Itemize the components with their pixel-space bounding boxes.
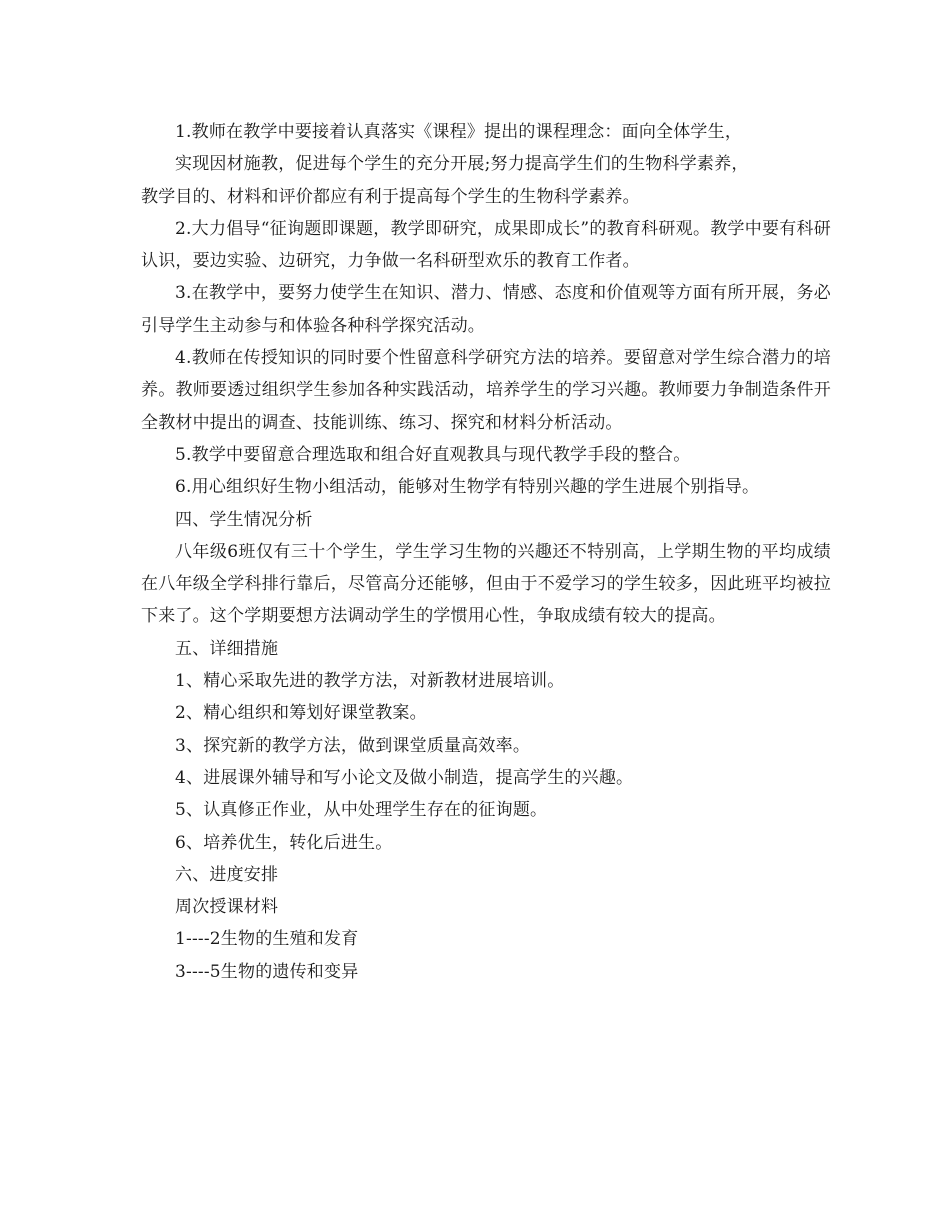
schedule-row-1: 1----2生物的生殖和发育 bbox=[175, 929, 359, 950]
measure-item-2: 2、精心组织和筹划好课堂教案。 bbox=[175, 703, 427, 724]
section-heading-schedule: 六、进度安排 bbox=[175, 864, 279, 885]
measure-item-6: 6、培养优生，转化后进生。 bbox=[175, 832, 393, 853]
measure-item-5: 5、认真修正作业，从中处理学生存在的征询题。 bbox=[175, 800, 548, 821]
paragraph-5: 5.教学中要留意合理选取和组合好直观教具与现代教学手段的整合。 bbox=[175, 444, 691, 465]
measure-item-3: 3、探究新的教学方法，做到课堂质量高效率。 bbox=[175, 735, 531, 756]
paragraph-1-line-3: 教学目的、材料和评价都应有利于提高每个学生的生物科学素养。 bbox=[141, 186, 640, 207]
paragraph-4: 4.教师在传授知识的同时要个性留意科学研究方法的培养。要留意对学生综合潜力的培养。教师要透过组织学生参加各种实践活动，培养学生的学习兴趣。教师要力争制造条件开全教材中提出的调查、技能训练、练习、探究和材料分析活动。 bbox=[141, 348, 831, 433]
paragraph-1-line-2: 实现因材施教，促进每个学生的充分开展;努力提高学生们的生物科学素养， bbox=[175, 154, 749, 175]
section-heading-measures: 五、详细措施 bbox=[175, 638, 279, 659]
schedule-row-2: 3----5生物的遗传和变异 bbox=[175, 961, 359, 982]
schedule-header: 周次授课材料 bbox=[175, 897, 279, 918]
paragraph-1-line-1: 1.教师在教学中要接着认真落实《课程》提出的课程理念：面向全体学生， bbox=[175, 122, 743, 142]
paragraph-6: 6.用心组织好生物小组活动，能够对生物学有特别兴趣的学生进展个别指导。 bbox=[175, 477, 760, 498]
paragraph-student-analysis: 八年级6班仅有三十个学生，学生学习生物的兴趣还不特别高，上学期生物的平均成绩在八年级全学科排行靠后，尽管高分还能够，但由于不爱学习的学生较多，因此班平均被拉下来了。这个学期要想方法调动学生的学惯用心性，争取成绩有较大的提高。 bbox=[141, 541, 831, 627]
document-body bbox=[141, 116, 831, 988]
measure-item-4: 4、进展课外辅导和写小论文及做小制造，提高学生的兴趣。 bbox=[175, 767, 634, 788]
paragraph-3: 3.在教学中，要努力使学生在知识、潜力、情感、态度和价值观等方面有所开展，务必引导学生主动参与和体验各种科学探究活动。 bbox=[141, 283, 831, 336]
section-heading-student-analysis: 四、学生情况分析 bbox=[175, 509, 313, 530]
measure-item-1: 1、精心采取先进的教学方法，对新教材进展培训。 bbox=[175, 671, 565, 692]
paragraph-2: 2.大力倡导“征询题即课题，教学即研究，成果即成长”的教育科研观。教学中要有科研认识，要边实验、边研究，力争做一名科研型欢乐的教育工作者。 bbox=[141, 218, 831, 272]
